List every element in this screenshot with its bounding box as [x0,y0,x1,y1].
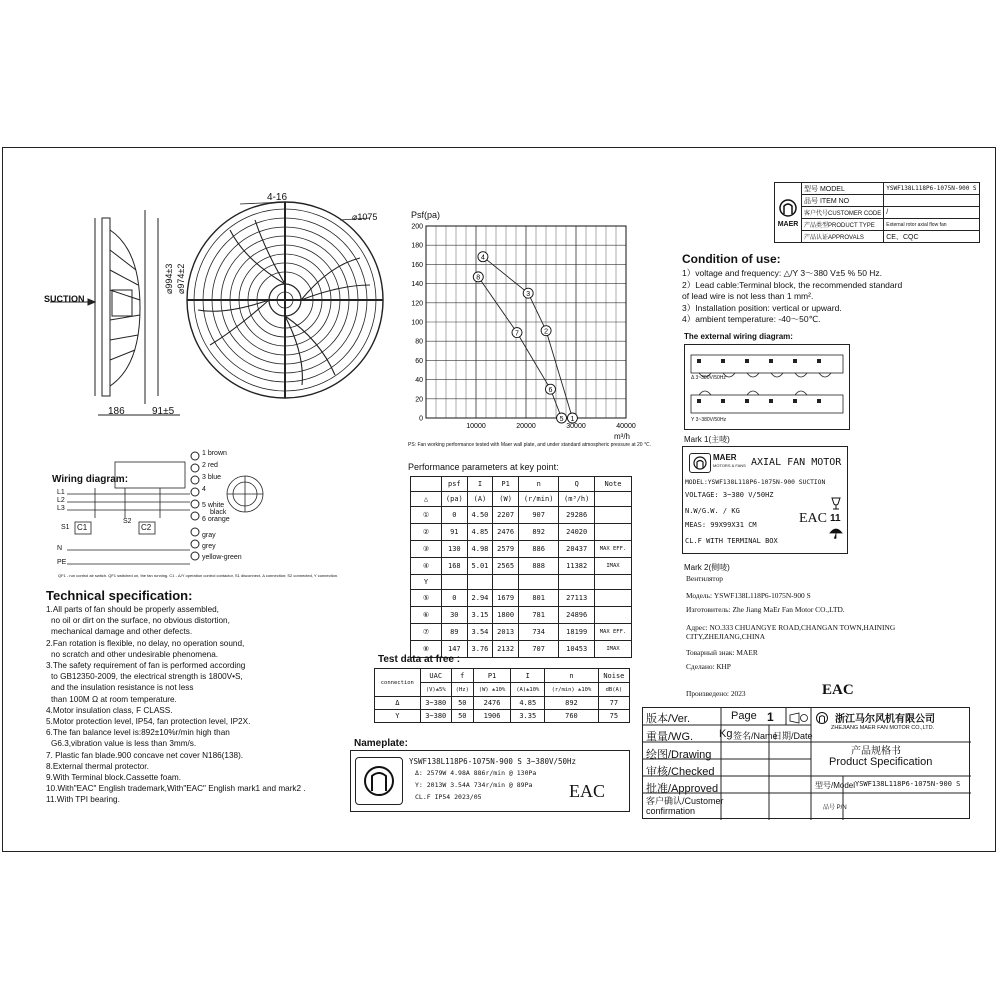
mark2-line: Изготовитель: Zhe Jiang MaEr Fan Motor CO.,LTD. [686,605,845,614]
test-col-header: UAC [420,669,451,683]
perf-note: IMAX [594,558,631,575]
perf-cell: 907 [518,507,559,524]
dim-bolt-holes: 4-16 [267,192,288,203]
perf-spacer [559,575,595,590]
company-name-en: ZHEJIANG MAER FAN MOTOR CO.,LTD. [831,725,935,731]
test-unit: (Hz) [451,683,473,697]
x-tick-label: 40000 [616,423,636,430]
ext-wiring-delta-caption: Δ 3~380V/50Hz [691,375,726,381]
product-type-value: External rotor axial flow fan [884,219,979,231]
customer-code-label: 客户代号CUSTOMER CODE [802,207,884,219]
perf-note: MAX EFF. [594,624,631,641]
wiring-diagram [55,448,295,573]
test-col-header: n [545,669,599,683]
nameplate-eac: EAC [569,781,605,801]
kg-label: Kg [719,728,733,740]
perf-cell: 4.85 [467,524,493,541]
test-cell: 1906 [473,710,511,723]
wire-label: 6 orange [202,516,230,523]
perf-row [411,624,632,641]
y-tick-label: 40 [415,377,423,385]
maer-logo-icon [690,454,710,472]
wiring-label: L1 [57,489,65,496]
ext-wiring-y-caption: Y 3~380V/50Hz [691,417,727,423]
perf-cell: 10453 [559,641,595,658]
y-tick-label: 140 [411,281,423,289]
perf-note [594,507,631,524]
approvals-label: 产品认证APPROVALS [802,231,884,243]
wiring-label: S1 [61,524,70,531]
test-col-header: f [451,669,473,683]
perf-cell: 3.76 [467,641,493,658]
test-cell: Δ [375,697,421,710]
mark1-line: MEAS: 99X99X31 CM [685,521,757,529]
perf-cell: 886 [518,541,559,558]
test-cell: 50 [451,710,473,723]
date-label: 日期/Date [773,731,813,741]
weight-label: 重量/WG. [646,731,694,743]
perf-spacer [442,575,468,590]
tech-spec-line: 7. Plastic fan blade.900 concave net cover N186(138). [46,750,244,760]
mark2-line: Товарный знак: MAER [686,648,758,657]
nameplate-title: Nameplate: [354,738,408,749]
test-unit: (V)±5% [420,683,451,697]
nameplate-line1: YSWF138L118P6-1075N-900 S 3~380V/50Hz [409,757,577,766]
wiring-label: S2 [123,518,132,525]
nameplate-line3: Y: 2013W 3.54A 734r/min @ 89Pa [415,781,533,789]
perf-cell: 91 [442,524,468,541]
test-row [375,697,630,710]
perf-cell: 2132 [493,641,519,658]
perf-cell: 27113 [559,590,595,607]
perf-cell: 20437 [559,541,595,558]
glass-fragile-icon [829,497,843,511]
data-point-label: 3 [526,291,531,298]
footer-pn-label: 品号 P/N [823,805,847,811]
projection-symbol-icon [789,712,809,724]
item-value [884,195,979,207]
test-table [374,668,630,723]
perf-cell: 2013 [493,624,519,641]
product-type-label: 产品类型PRODUCT TYPE [802,219,884,231]
wiring-label: C1 [77,523,88,532]
perf-row [411,524,632,541]
condition-line: 1）voltage and frequency: △/Y 3～380 V±5 % 50 Hz. [682,268,883,278]
perf-row [411,607,632,624]
conditions-title: Condition of use: [682,252,781,266]
perf-cell: 2476 [493,524,519,541]
perf-cell: 3.15 [467,607,493,624]
mark2-eac: EAC [822,682,854,698]
perf-cell: 147 [442,641,468,658]
perf-note [594,607,631,624]
mark1-title: Mark 1(主唛) [684,435,730,444]
perf-note: IMAX [594,641,631,658]
maer-logo-icon [815,711,829,725]
y-tick-label: 20 [415,396,423,404]
dim-diameter-994: ⌀994±3 [164,263,174,294]
tech-spec-line: 4.Motor insulation class, F CLASS. [46,705,173,715]
tech-spec-line: no oil or dirt on the surface, no obvious distortion, [51,616,230,626]
tech-spec-line: 5.Motor protection level, IP54, fan protection level, IP2X. [46,717,251,727]
perf-spacer [493,575,519,590]
perf-col-header: Note [594,477,631,492]
sign-label: 签名/Name [733,731,778,741]
test-col-header: P1 [473,669,511,683]
wiring-label: L3 [57,505,65,512]
conditions-list [682,268,902,326]
test-cell: 3~380 [420,697,451,710]
dim-outer-diameter: ⌀1075 [352,212,378,222]
perf-col-point [411,477,442,492]
wire-label: grey [202,543,216,550]
product-spec-en: Product Specification [829,756,933,768]
y-tick-label: 200 [411,223,423,231]
product-spec-cn: 产品规格书 [851,746,901,757]
perf-cell: 2579 [493,541,519,558]
series-line-delta [480,254,573,418]
perf-row [411,541,632,558]
perf-unit: (A) [467,492,493,507]
test-cell: 50 [451,697,473,710]
mark1-logo [689,453,711,473]
test-cell: 892 [545,697,599,710]
perf-cell: 24020 [559,524,595,541]
performance-chart [400,218,650,448]
model-label: 型号 MODEL [802,183,884,195]
dim-depth-186: 186 [108,406,125,417]
tech-spec-line: 9.With Terminal block.Cassette foam. [46,773,181,783]
tech-spec-line: 8.External thermal protector. [46,761,149,771]
test-unit: (A)±10% [511,683,545,697]
tech-spec-title: Technical specification: [46,588,193,603]
perf-cell: 0 [442,590,468,607]
mark1-line: MODEL:YSWF138L118P6-1075N-900 SUCTION [685,479,826,486]
wiring-note: QF1 - run control air switch. QF1 switched on, the fan running. C1 - Δ/Y operation control contactor, S1 disconnect, Δ connection; S2 connected, Y connection. [58,573,339,578]
perf-col-header: Q [559,477,595,492]
wiring-label: N [57,545,63,552]
perf-col-header: P1 [493,477,519,492]
perf-group-delta: △ [411,492,442,507]
mark1-line: CL.F WITH TERMINAL BOX [685,537,778,545]
perf-unit: (m³/h) [559,492,595,507]
wiring-diagram-title: Wiring diagram: [52,474,129,485]
mark1-logo-sub: MOTORS & FANS [713,463,746,468]
tech-spec-line: no scratch and other undesirable phenomena. [51,649,219,659]
chart-x-unit: m³/h [614,432,630,441]
test-unit: (W) ±10% [473,683,511,697]
perf-col-header: I [467,477,493,492]
perf-row [411,558,632,575]
condition-line: of lead wire is not less than 1 mm². [682,291,814,301]
perf-point: ⑧ [411,641,442,658]
y-tick-label: 120 [411,300,423,308]
wire-label: 1 brown [202,450,227,457]
perf-cell: 2565 [493,558,519,575]
chart-note: PS: Fan working performance tested with Maer wall plate, and under standard atmospheric pressure at 20 ℃. [408,442,651,448]
y-tick-label: 60 [415,357,423,365]
y-tick-label: 80 [415,338,423,346]
perf-group-y: Y [411,575,442,590]
customer-code-value: / [884,207,979,219]
perf-cell: 0 [442,507,468,524]
perf-cell: 801 [518,590,559,607]
x-tick-label: 20000 [516,423,536,430]
perf-row [411,507,632,524]
tech-spec-line: 1.All parts of fan should be properly assembled, [46,605,219,614]
nameplate [350,750,630,812]
tech-spec-line: to GB12350-2009, the electrical strength is 1800V•S, [51,672,243,682]
perf-cell: 18199 [559,624,595,641]
test-cell: 3.35 [511,710,545,723]
perf-note [594,524,631,541]
item-label: 品号 ITEM NO [802,195,884,207]
tech-spec-line: than 100M Ω at room temperature. [51,694,177,704]
approvals-value: CE、CQC [884,231,979,243]
perf-cell: 11382 [559,558,595,575]
test-cell: 3~380 [420,710,451,723]
perf-col-header: psf [442,477,468,492]
perf-note: MAX EFF. [594,541,631,558]
drawing-label: 绘图/Drawing [646,749,712,761]
customer-confirm-label: 客户确认/Customer confirmation [646,796,724,816]
test-cell: Y [375,710,421,723]
wire-label: 2 red [202,462,218,469]
wiring-label: PE [57,559,67,566]
perf-cell: 89 [442,624,468,641]
test-col-header: Noise [598,669,629,683]
nameplate-line2: Δ: 2579W 4.98A 886r/min @ 130Pa [415,769,537,777]
test-row [375,710,630,723]
mark1-heading: AXIAL FAN MOTOR [751,457,842,468]
y-tick-label: 180 [411,242,423,250]
title-block-logo-text: MAER [777,221,799,228]
data-point-label: 8 [476,274,481,282]
perf-unit: (W) [493,492,519,507]
wire-label: black [210,509,227,516]
perf-cell: 734 [518,624,559,641]
perf-cell: 888 [518,558,559,575]
test-cell: 760 [545,710,599,723]
perf-point: ⑤ [411,590,442,607]
wire-label: yellow-green [202,554,242,561]
perf-unit: (r/min) [518,492,559,507]
perf-cell: 2207 [493,507,519,524]
wire-label: 3 blue [202,474,222,481]
y-tick-label: 160 [411,261,423,269]
nameplate-logo [355,757,403,805]
mark2-line: Вентилятор [686,574,723,583]
mark1-stack-limit: 11 [830,513,841,524]
tech-spec-line: 11.With TPI bearing. [46,795,120,805]
perf-cell: 707 [518,641,559,658]
page-label: Page [731,710,757,722]
y-tick-label: 100 [411,319,423,327]
tech-spec-line: 10.With"EAC" English trademark,With"EAC" English mark1 and mark2 . [46,784,306,794]
perf-table [410,476,632,658]
data-point-label: 1 [570,415,575,423]
maer-logo-icon [777,197,799,219]
approved-label: 批准/Approved [646,783,719,795]
maer-logo-icon [356,758,402,804]
perf-col-header: n [518,477,559,492]
test-unit: (r/min) ±10% [545,683,599,697]
perf-cell: 24896 [559,607,595,624]
y-tick-label: 0 [419,415,423,423]
mark1-logo-text: MAER [713,453,737,462]
tech-spec-line: 2.Fan rotation is flexible, no delay, no operation sound, [46,638,245,648]
tech-spec-line: G6.3,vibration value is less than 3mm/s. [51,739,197,749]
footer-title-block [642,707,970,819]
company-name-cn: 浙江马尔风机有限公司 [835,714,935,725]
model-value: YSWF138L118P6-1075N-900 S [884,183,979,195]
perf-cell: 4.50 [467,507,493,524]
mark1-eac: EAC [799,511,827,526]
title-block [774,182,980,243]
perf-cell: 2.94 [467,590,493,607]
test-cell: 75 [598,710,629,723]
perf-spacer [467,575,493,590]
perf-row [411,590,632,607]
suction-label: SUCTION [44,294,85,304]
mark1-line: VOLTAGE: 3~380 V/50HZ [685,491,774,499]
perf-cell: 130 [442,541,468,558]
perf-point: ⑥ [411,607,442,624]
test-col-header: connection [375,669,421,697]
mark2-line: Произведено: 2023 [686,689,746,698]
perf-cell: 29286 [559,507,595,524]
wiring-label: L2 [57,497,65,504]
perf-cell: 1679 [493,590,519,607]
wire-label: gray [202,532,216,539]
test-unit: dB(A) [598,683,629,697]
perf-cell: 30 [442,607,468,624]
tech-spec-list [46,604,306,806]
test-table-title: Test data at free : [378,654,461,665]
data-point-label: 7 [515,330,519,338]
dim-depth-91: 91±5 [152,406,175,417]
checked-label: 审核/Checked [646,766,715,778]
tech-spec-line: mechanical damage and other defects. [51,627,193,637]
ext-wiring-diagram [684,344,850,430]
series-line-y [476,274,561,418]
mark2-line: CITY,ZHEJIANG,CHINA [686,632,766,641]
data-point-label: 6 [548,387,553,394]
data-point-label: 5 [559,415,564,423]
perf-unit [594,492,631,507]
wire-label: 4 [202,486,206,493]
condition-line: 3）Installation position: vertical or upward. [682,302,842,313]
tech-spec-line: 6.The fan balance level is:892±10%r/min high than [46,728,230,738]
tech-spec-line: and the insulation resistance is not less [51,683,194,693]
data-point-label: 2 [544,328,549,336]
version-label: 版本/Ver. [646,713,691,725]
perf-point: ④ [411,558,442,575]
mark2-title: Mark 2(侧唛) [684,563,730,572]
wiring-label: C2 [141,523,152,532]
perf-cell: 781 [518,607,559,624]
perf-cell: 3.54 [467,624,493,641]
perf-point: ⑦ [411,624,442,641]
perf-table-title: Performance parameters at key point: [408,462,559,472]
test-cell: 77 [598,697,629,710]
wire-label: 5 white [202,502,225,509]
fan-technical-drawing [40,190,400,430]
nameplate-line4: CL.F IP54 2023/05 [415,793,482,801]
perf-unit: (pa) [442,492,468,507]
perf-point: ③ [411,541,442,558]
perf-point: ① [411,507,442,524]
condition-line: 4）ambient temperature: -40～50℃. [682,314,821,324]
test-cell: 2476 [473,697,511,710]
perf-spacer [518,575,559,590]
umbrella-icon [829,527,843,539]
data-point-label: 4 [480,254,485,262]
test-col-header: I [511,669,545,683]
perf-spacer [594,575,631,590]
wiring-svg [55,448,295,573]
condition-line: 2）Lead cable:Terminal block, the recommended standard [682,279,903,290]
chart-y-label: Psf(pa) [411,210,441,220]
footer-model-label: 型号/Model [815,781,856,790]
ext-wiring-title: The external wiring diagram: [684,332,793,341]
perf-cell: 1800 [493,607,519,624]
x-tick-label: 30000 [566,423,586,430]
x-tick-label: 10000 [466,423,486,430]
mark2-line: Модель: YSWF138L118P6-1075N-900 S [686,591,811,600]
mark2-line: Сделано: КНР [686,662,731,671]
mark1-line: N.W/G.W. / KG [685,507,740,515]
perf-cell: 168 [442,558,468,575]
perf-note [594,590,631,607]
test-cell: 4.85 [511,697,545,710]
footer-model-value: YSWF138L118P6-1075N-900 S [855,780,961,788]
perf-cell: 892 [518,524,559,541]
perf-cell: 4.98 [467,541,493,558]
title-block-logo [775,183,802,243]
perf-point: ② [411,524,442,541]
page-value: 1 [767,710,774,724]
tech-spec-line: 3.The safety requirement of fan is performed according [46,661,246,671]
fan-drawing-svg [40,190,400,430]
dim-diameter-974: ⌀974±2 [176,263,186,294]
perf-cell: 5.01 [467,558,493,575]
mark1-label [682,446,848,554]
mark2-line: Адрес: NO.333 CHUANGYE ROAD,CHANGAN TOWN,HAINING [686,623,896,632]
